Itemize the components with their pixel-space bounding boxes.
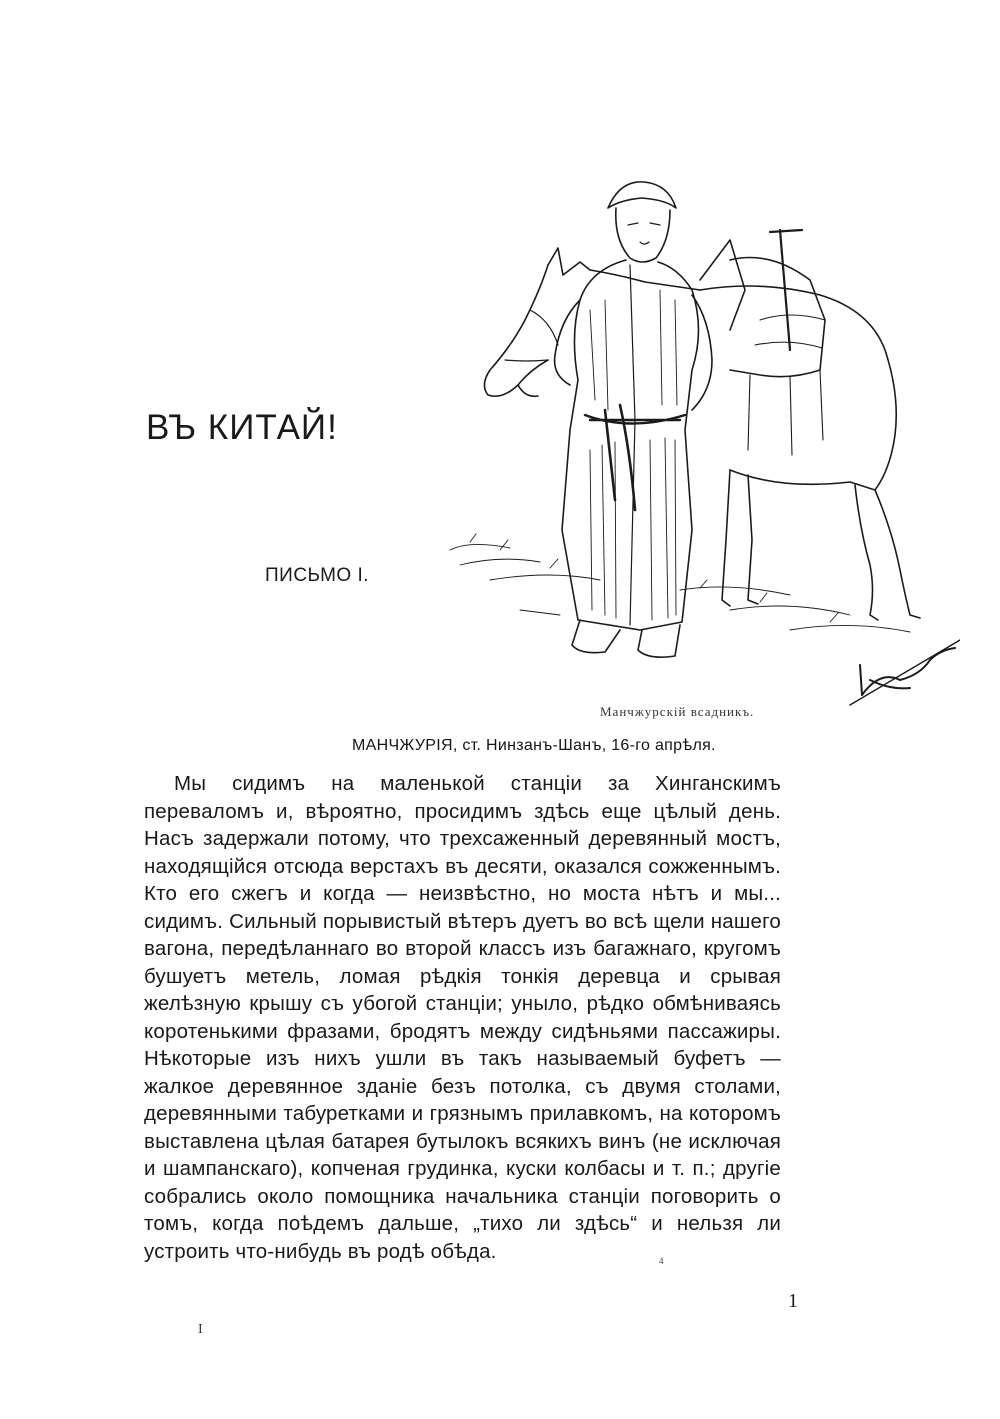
manchu-horseman-illustration bbox=[430, 170, 960, 710]
page-title: ВЪ КИТАЙ! bbox=[146, 408, 338, 447]
illustration-caption: Манчжурскій всадникъ. bbox=[600, 704, 755, 719]
dateline: МАНЧЖУРІЯ, ст. Нинзанъ-Шанъ, 16-го апрѣля. bbox=[352, 737, 716, 754]
signature-mark: I bbox=[198, 1322, 203, 1337]
page-number: 1 bbox=[788, 1290, 798, 1312]
printer-mark: 4 bbox=[659, 1256, 664, 1266]
letter-number: ПИСЬМО I. bbox=[265, 565, 370, 586]
body-paragraph: Мы сидимъ на маленькой станціи за Хинганскимъ перевaломъ и, вѣроятно, просидимъ здѣсь еще цѣлый день. Насъ задержали потому, что трехсаженный деревянный мостъ, находящійся отсюда верстахъ въ десяти, оказался сожженнымъ. Кто его сжегъ и когда — неизвѣстно, но моста нѣтъ и мы... сидимъ. Сильный порывистый вѣтеръ дуетъ во всѣ щели нашего вагона, передѣланнаго во второй классъ изъ багажнаго, кругомъ бушуетъ метель, ломая рѣдкія тонкія деревца и срывая желѣзную крышу съ убогой станціи; уныло, рѣдко обмѣниваясь коротенькими фразами, бродятъ между сидѣньями пассажиры. Нѣкоторые изъ нихъ ушли въ такъ называемый буфетъ — жалкое деревянное зданіе безъ потолка, съ двумя столами, деревянными табуретками и грязнымъ прилавкомъ, на которомъ выставлена цѣлая батарея бутылокъ всякихъ винъ (не исключая и шампанскаго), копченая грудинка, куски колбасы и т. п.; другіе собрались около помощника начальника станціи поговорить о томъ, когда поѣдемъ дальше, „тихо ли здѣсь“ и нельзя ли устроить что-нибудь въ родѣ обѣда. bbox=[144, 772, 781, 1263]
